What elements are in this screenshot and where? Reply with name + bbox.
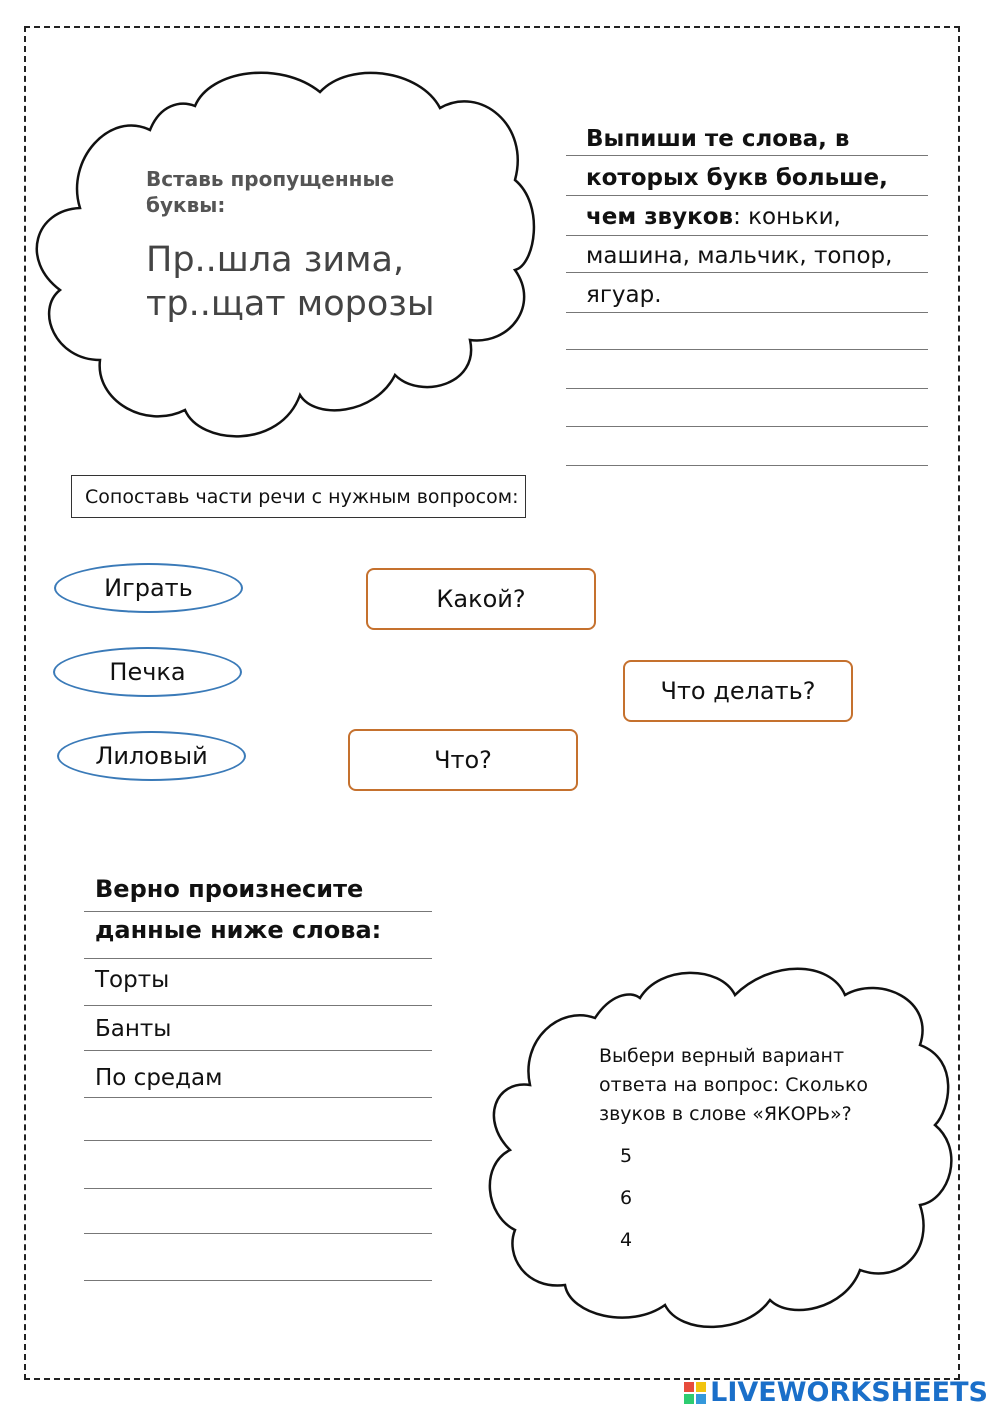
question-box-chto-delat[interactable]: Что делать? xyxy=(623,660,853,722)
cloud-sentence-line1: Пр..шла зима, xyxy=(146,240,405,280)
task-bold-text: Выпиши те слова, в которых букв больше, чем звуков xyxy=(586,126,888,230)
logo-square xyxy=(684,1382,694,1392)
logo-grid-icon xyxy=(684,1382,706,1404)
logo-square xyxy=(696,1382,706,1392)
answer-option-5[interactable]: 5 xyxy=(620,1145,633,1167)
pronounce-title-line2: данные ниже слова: xyxy=(95,916,382,944)
question-box-kakoy[interactable]: Какой? xyxy=(366,568,596,630)
cloud-sentence-line2: тр..щат морозы xyxy=(146,284,435,324)
answer-option-6[interactable]: 6 xyxy=(620,1187,633,1209)
answer-option-4[interactable]: 4 xyxy=(620,1229,633,1251)
pronounce-word: Торты xyxy=(95,967,170,993)
question-box-chto[interactable]: Что? xyxy=(348,729,578,791)
cloud-instruction: Вставь пропущенные буквы: xyxy=(146,167,395,217)
word-oval-pechka[interactable]: Печка xyxy=(53,647,242,697)
task-word-list: : коньки, машина, мальчик, топор, ягуар. xyxy=(586,204,893,308)
logo-text: LIVEWORKSHEETS xyxy=(710,1377,988,1408)
pronounce-title-line1: Верно произнесите xyxy=(95,875,364,903)
liveworksheets-logo xyxy=(684,1377,988,1408)
logo-square xyxy=(696,1394,706,1404)
word-oval-igrat[interactable]: Играть xyxy=(54,563,243,613)
word-oval-lilovy[interactable]: Лиловый xyxy=(57,731,246,781)
pronounce-word: Банты xyxy=(95,1016,172,1042)
matching-instruction: Сопоставь части речи с нужным вопросом: xyxy=(71,475,526,518)
sounds-question: Выбери верный вариант ответа на вопрос: Сколько звуков в слове «ЯКОРЬ»? xyxy=(599,1045,869,1125)
logo-square xyxy=(684,1394,694,1404)
pronounce-word: По средам xyxy=(95,1065,223,1091)
